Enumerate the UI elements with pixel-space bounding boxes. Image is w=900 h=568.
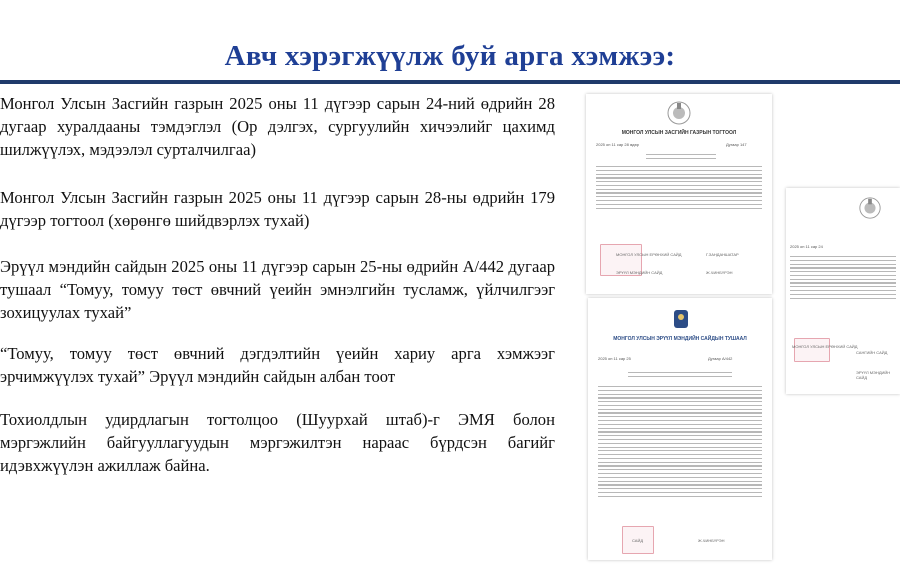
minutes-signer-right2: ЭРҮҮЛ МЭНДИЙН САЙД [856,370,891,380]
resolution-header: МОНГОЛ УЛСЫН ЗАСГИЙН ГАЗРЫН ТОГТООЛ [621,130,737,136]
resolution-signer-right2: Ж.ЧИНБҮРЭН [706,270,733,275]
measure-item: Монгол Улсын Засгийн газрын 2025 оны 11 дүгээр сарын 28-ны өдрийн 179 дүгээр тогтоол (хөрөнгө шийдвэрлэх тухай) [0,188,555,230]
resolution-signer-left2: ЭРҮҮЛ МЭНДИЙН САЙД [616,270,663,275]
slide-title: Авч хэрэгжүүлж буй арга хэмжээ: [224,40,676,72]
order-document-thumbnail: МОНГОЛ УЛСЫН ЭРҮҮЛ МЭНДИЙН САЙДЫН ТУШААЛ 2025 он 11 сар 25 Дугаар А/442 САЙД Ж.ЧИНБҮРЭН [588,298,772,560]
measure-item: Тохиолдлын удирдлагын тогтолцоо (Шуурхай штаб)-г ЭМЯ болон мэргэжлийн байгууллагуудын мэргэжилтэн нараас бүрдсэн багийг идэвхжүүлэн ажиллаж байна. [0,410,555,475]
resolution-document-thumbnail: МОНГОЛ УЛСЫН ЗАСГИЙН ГАЗРЫН ТОГТООЛ 2025 он 11 сар 28 өдөр Дугаар 147 МОНГОЛ УЛСЫН ЕРӨНХИЙ САЙД Г.ЗАНДАНШАТАР ЭРҮҮЛ МЭНДИЙН САЙД Ж.ЧИНБҮРЭН [586,94,772,294]
measure-item: Монгол Улсын Засгийн газрын 2025 оны 11 дүгээр сарын 24-ний өдрийн 28 дугаар хуралдааны тэмдэглэл (Ор дэлгэх, сургуулийн хичээлийг цахимд шилжүүлэх, мэдээлэл сурталчилгаа) [0,94,555,159]
state-emblem-icon [858,196,882,220]
measures-list [0,92,555,502]
minutes-document-thumbnail: 2025 он 11 сар 24 МОНГОЛ УЛСЫН ЕРӨНХИЙ САЙД САНГИЙН САЙД ЭРҮҮЛ МЭНДИЙН САЙД [786,188,900,394]
order-header: МОНГОЛ УЛСЫН ЭРҮҮЛ МЭНДИЙН САЙДЫН ТУШААЛ [613,336,747,342]
resolution-number: Дугаар 147 [726,142,747,147]
state-emblem-icon [666,100,692,126]
minutes-signer-right: САНГИЙН САЙД [856,350,888,355]
resolution-signer-right: Г.ЗАНДАНШАТАР [706,252,739,257]
minutes-signer-left: МОНГОЛ УЛСЫН ЕРӨНХИЙ САЙД [792,344,858,349]
order-signer-right: Ж.ЧИНБҮРЭН [698,538,725,543]
order-number: Дугаар А/442 [708,356,733,361]
ministry-emblem-icon [668,306,694,332]
measure-item: Эрүүл мэндийн сайдын 2025 оны 11 дүгээр сарын 25-ны өдрийн А/442 дугаар тушаал “Томуу, томуу төст өвчний үеийн эмнэлгийн тусламж, үйлчилгээг зохицуулах тухай” [0,257,555,322]
resolution-signer-left: МОНГОЛ УЛСЫН ЕРӨНХИЙ САЙД [616,252,682,257]
order-signer-left: САЙД [632,538,644,543]
measure-item: “Томуу, томуу төст өвчний дэгдэлтийн үеийн хариу арга хэмжээг эрчимжүүлэх тухай” Эрүүл мэндийн сайдын албан тоот [0,344,555,386]
title-divider [0,80,900,84]
